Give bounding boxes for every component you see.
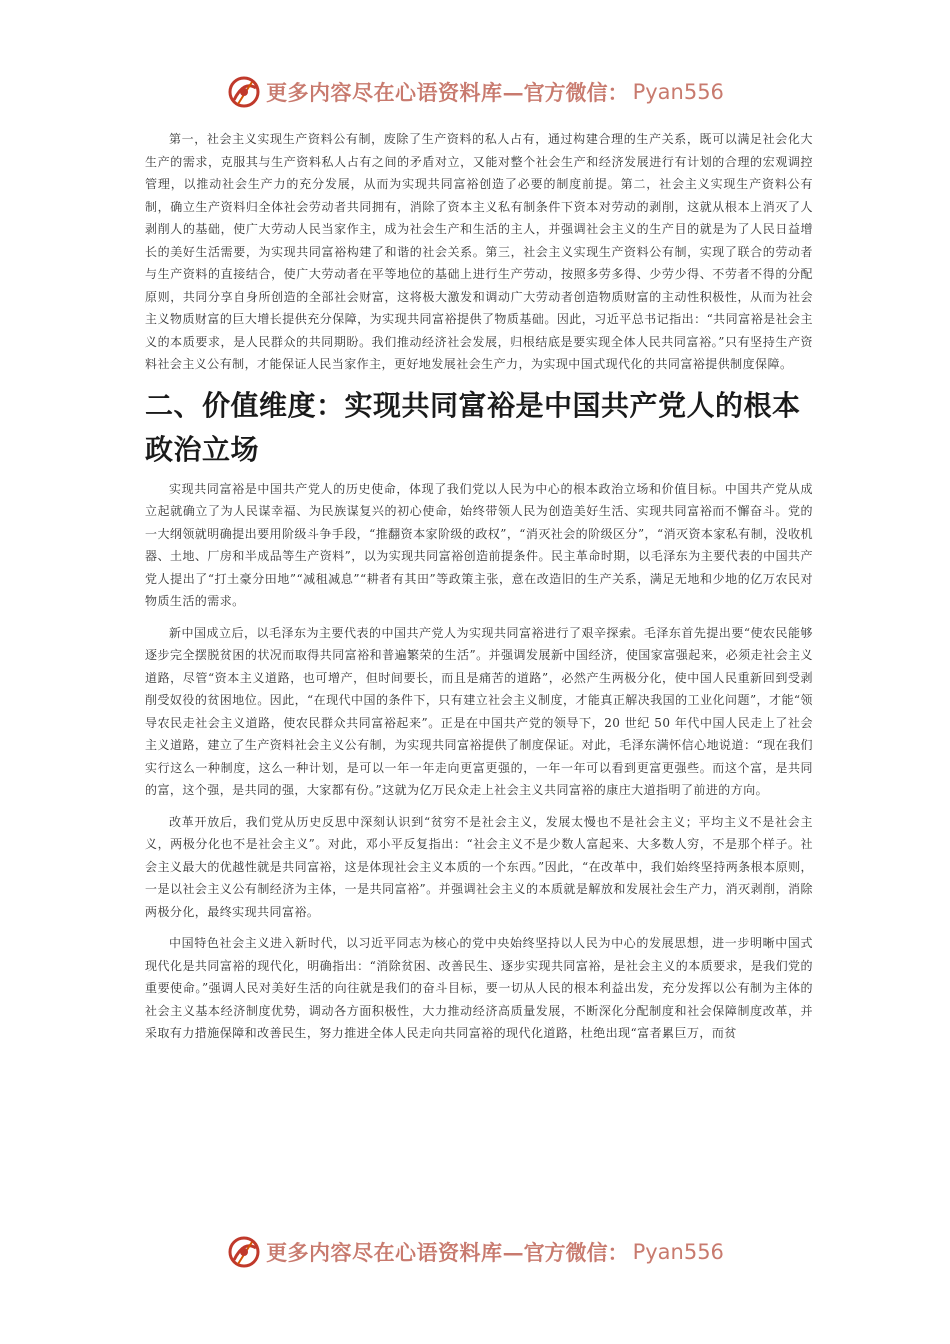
banner-title: 更多内容尽在心语资料库	[266, 80, 503, 105]
brand-logo-icon	[226, 1234, 262, 1270]
banner-wechat-id: Pyan556	[632, 1240, 724, 1264]
paragraph-4: 改革开放后，我们党从历史反思中深刻认识到“贫穷不是社会主义，发展太慢也不是社会主义；平均主义不是社会主义，两极分化也不是社会主义”。对此，邓小平反复指出：“社会主义不是少数人富起来、大多数人穷，不是那个样子。社会主义最大的优越性就是共同富裕，这是体现社会主义本质的一个东西。”因此，“在改革中，我们始终坚持两条根本原则，一是以社会主义公有制经济为主体，一是共同富裕”。并强调社会主义的本质就是解放和发展社会生产力，消灭剥削，消除两极分化，最终实现共同富裕。	[145, 814, 813, 919]
banner-suffix: —官方微信：	[502, 80, 629, 105]
paragraph-3: 新中国成立后，以毛泽东为主要代表的中国共产党人为实现共同富裕进行了艰辛探索。毛泽东首先提出要“使农民能够逐步完全摆脱贫困的状况而取得共同富裕和普遍繁荣的生活”。并强调发展新中国经济，使国家富强起来，必须走社会主义道路，尽管“资本主义道路，也可增产，但时间要长，而且是痛苦的道路”，必然产生两极分化，使中国人民重新回到受剥削受奴役的贫困地位。因此，“在现代中国的条件下，只有建立社会主义制度，才能真正解决我国的工业化问题”，才能“领导农民走社会主义道路，使农民群众共同富裕起来”。正是在中国共产党的领导下，20 世纪 50 年代中国人民走上了社会主义道路，建立了生产资料社会主义公有制，为实现共同富裕提供了制度保证。对此，毛泽东满怀信心地说道：“现在我们实行这么一种制度，这么一种计划，是可以一年一年走向更富更强的，一年一年可以看到更富更强些。而这个富，是共同的富，这个强，是共同的强，大家都有份。”这就为亿万民众走上社会主义共同富裕的康庄大道指明了前进的方向。	[145, 625, 813, 797]
banner-wechat-id: Pyan556	[632, 80, 724, 104]
section-heading: 二、价值维度：实现共同富裕是中国共产党人的根本政治立场	[145, 388, 801, 466]
banner-title: 更多内容尽在心语资料库	[266, 1240, 503, 1265]
paragraph-1: 第一，社会主义实现生产资料公有制，废除了生产资料的私人占有，通过构建合理的生产关系，既可以满足社会化大生产的需求，克服其与生产资料私人占有之间的矛盾对立，又能对整个社会生产和经济发展进行有计划的合理的宏观调控管理，以推动社会生产力的充分发展，从而为实现共同富裕创造了必要的制度前提。第二，社会主义实现生产资料公有制，确立生产资料归全体社会劳动者共同拥有，消除了资本主义私有制条件下资本对劳动的剥削，这就从根本上消灭了人剥削人的基础，使广大劳动人民当家作主，成为社会生产和生活的主人，并强调社会主义的生产目的就是为了人民日益增长的美好生活需要，为实现共同富裕构建了和谐的社会关系。第三，社会主义实现生产资料公有制，实现了联合的劳动者与生产资料的直接结合，使广大劳动者在平等地位的基础上进行生产劳动，按照多劳多得、少劳少得、不劳者不得的分配原则，共同分享自身所创造的全部社会财富，这将极大激发和调动广大劳动者创造物质财富的主动性积极性，从而为社会主义物质财富的巨大增长提供充分保障，为实现共同富裕提供了物质基础。因此，习近平总书记指出：“共同富裕是社会主义的本质要求，是人民群众的共同期盼。我们推动经济社会发展，归根结底是要实现全体人民共同富裕。”只有坚持生产资料社会主义公有制，才能保证人民当家作主，更好地发展社会生产力，为实现中国式现代化的共同富裕提供制度保障。	[145, 132, 813, 371]
document-body	[145, 128, 813, 1045]
banner-suffix: —官方微信：	[502, 1240, 629, 1265]
paragraph-5: 中国特色社会主义进入新时代，以习近平同志为核心的党中央始终坚持以人民为中心的发展思想，进一步明晰中国式现代化是共同富裕的现代化，明确指出：“消除贫困、改善民生、逐步实现共同富裕，是社会主义的本质要求，是我们党的重要使命。”强调人民对美好生活的向往就是我们的奋斗目标，要一切从人民的根本利益出发，充分发挥以公有制为主体的社会主义基本经济制度优势，调动各方面积极性，大力推动经济高质量发展，不断深化分配制度和社会保障制度改革，并采取有力措施保障和改善民生，努力推进全体人民走向共同富裕的现代化道路，杜绝出现“富者累巨万，而贫	[145, 936, 813, 1040]
paragraph-2: 实现共同富裕是中国共产党人的历史使命，体现了我们党以人民为中心的根本政治立场和价值目标。中国共产党从成立起就确立了为人民谋幸福、为民族谋复兴的初心使命，始终带领人民为创造美好生活、实现共同富裕而不懈奋斗。党的一大纲领就明确提出要用阶级斗争手段，“推翻资本家阶级的政权”，“消灭社会的阶级区分”，“消灭资本家私有制，没收机器、土地、厂房和半成品等生产资料”，以为实现共同富裕创造前提条件。民主革命时期，以毛泽东为主要代表的中国共产党人提出了“打土豪分田地”“减租减息”“耕者有其田”等政策主张，意在改造旧的生产关系，满足无地和少地的亿万农民对物质生活的需求。	[145, 481, 813, 608]
footer-banner	[0, 1230, 950, 1274]
header-banner	[0, 70, 950, 114]
brand-logo-icon	[226, 74, 262, 110]
